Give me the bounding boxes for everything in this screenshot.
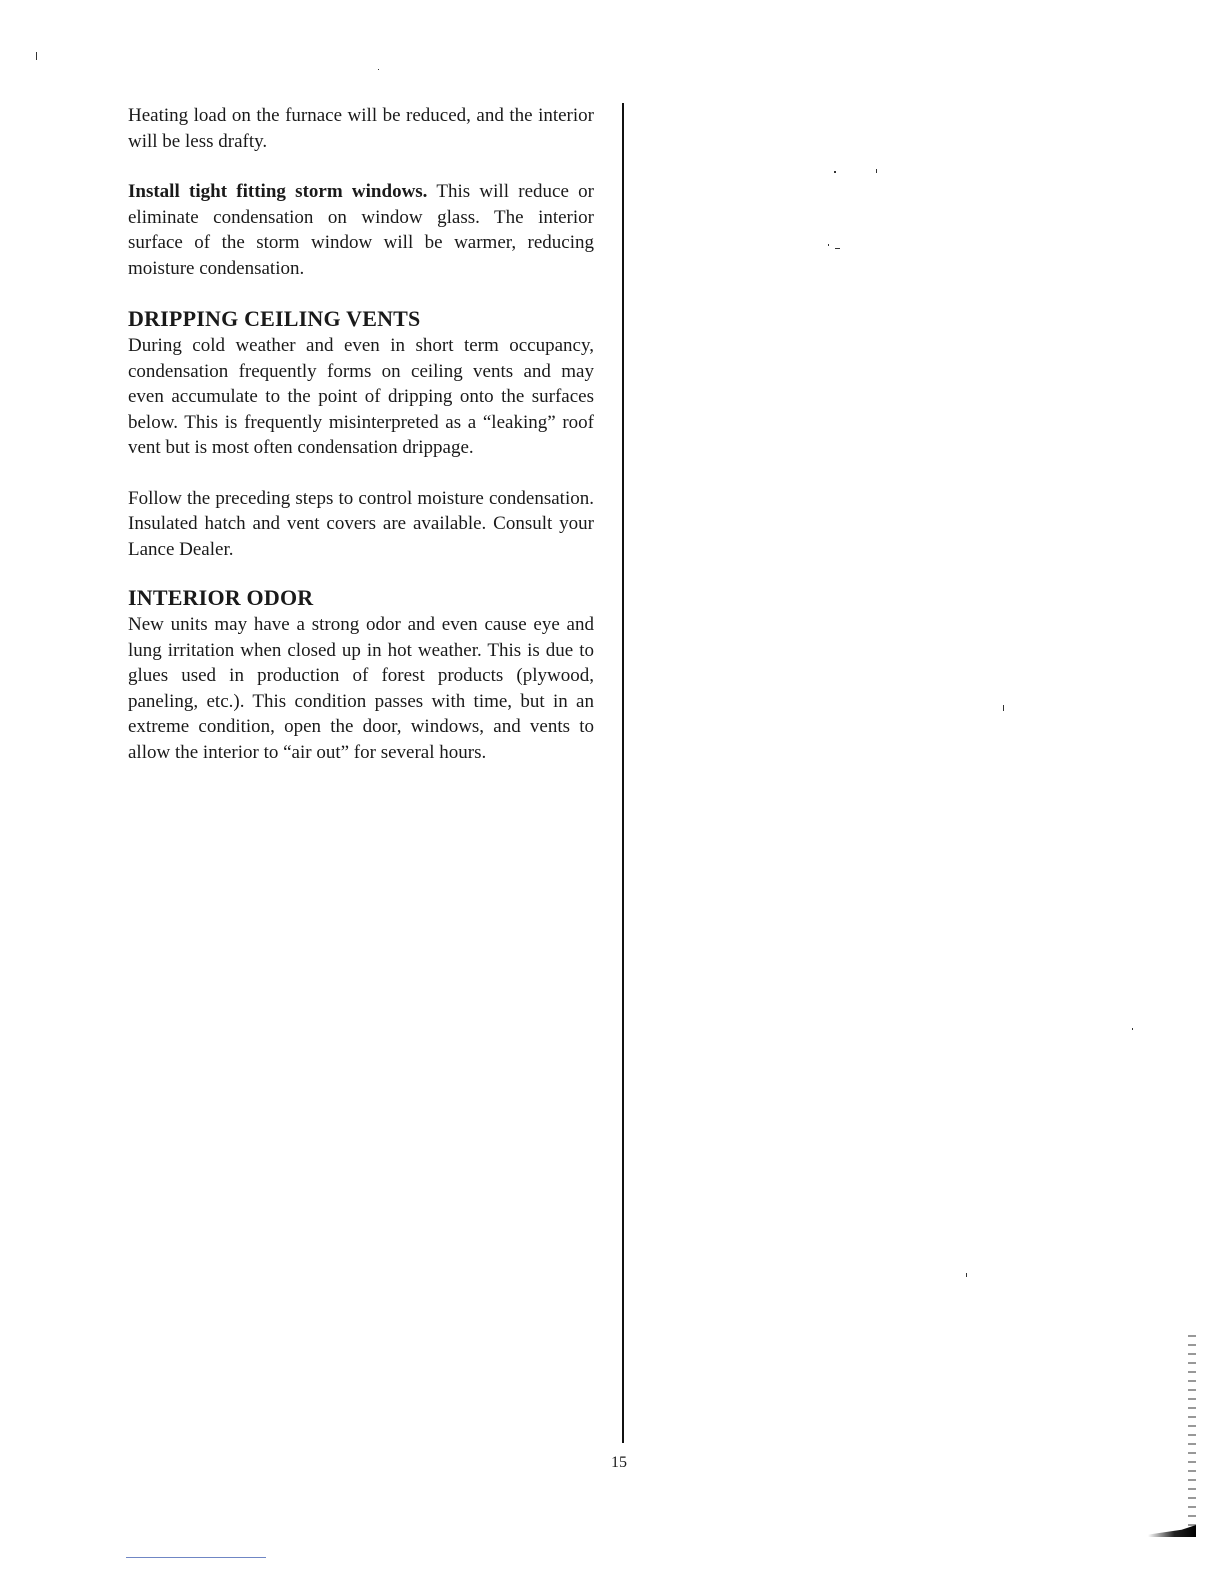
text-column <box>128 103 594 765</box>
scan-speck <box>966 1273 967 1277</box>
column-divider <box>622 103 624 1443</box>
scan-speck <box>36 52 37 60</box>
section-dripping-ceiling-vents <box>128 305 594 562</box>
storm-windows-text: This will reduce or eliminate condensation on window glass. The interior surface of the storm window will be warmer, reducing moisture condensation. <box>128 181 594 279</box>
page-number: 15 <box>611 1454 627 1471</box>
scan-speck <box>876 169 877 173</box>
scan-speck <box>378 69 379 70</box>
scan-speck <box>828 244 829 246</box>
section-heading: INTERIOR ODOR <box>128 585 314 610</box>
scan-edge-artifact <box>1186 1335 1196 1535</box>
scan-speck <box>835 248 840 249</box>
storm-windows-lead: Install tight fitting storm windows. <box>128 181 428 202</box>
scan-speck <box>834 171 836 173</box>
scan-speck <box>1003 705 1004 711</box>
section-paragraph: During cold weather and even in short term occupancy, condensation frequently forms on ceiling vents and may even accumulate to the point of dripping onto the surfaces below. This is frequently misinterpreted as a “leaking” roof vent but is most often condensation drippage. <box>128 335 594 458</box>
section-paragraph: New units may have a strong odor and even cause eye and lung irritation when closed up in hot weather. This is due to glues used in production of forest products (plywood, paneling, etc.). This condition passes with time, but in an extreme condition, open the door, windows, and vents to allow the interior to “air out” for several hours. <box>128 614 594 763</box>
intro-paragraph: Heating load on the furnace will be reduced, and the interior will be less drafty. <box>128 105 594 152</box>
bottom-rule <box>126 1557 266 1558</box>
scan-speck <box>1132 1028 1133 1030</box>
storm-windows-paragraph <box>128 179 594 281</box>
section-interior-odor <box>128 584 594 765</box>
section-paragraph: Follow the preceding steps to control moisture condensation. Insulated hatch and vent covers are available. Consult your Lance Dealer. <box>128 487 594 560</box>
scan-edge-texture <box>1188 1335 1196 1530</box>
section-heading: DRIPPING CEILING VENTS <box>128 306 421 331</box>
